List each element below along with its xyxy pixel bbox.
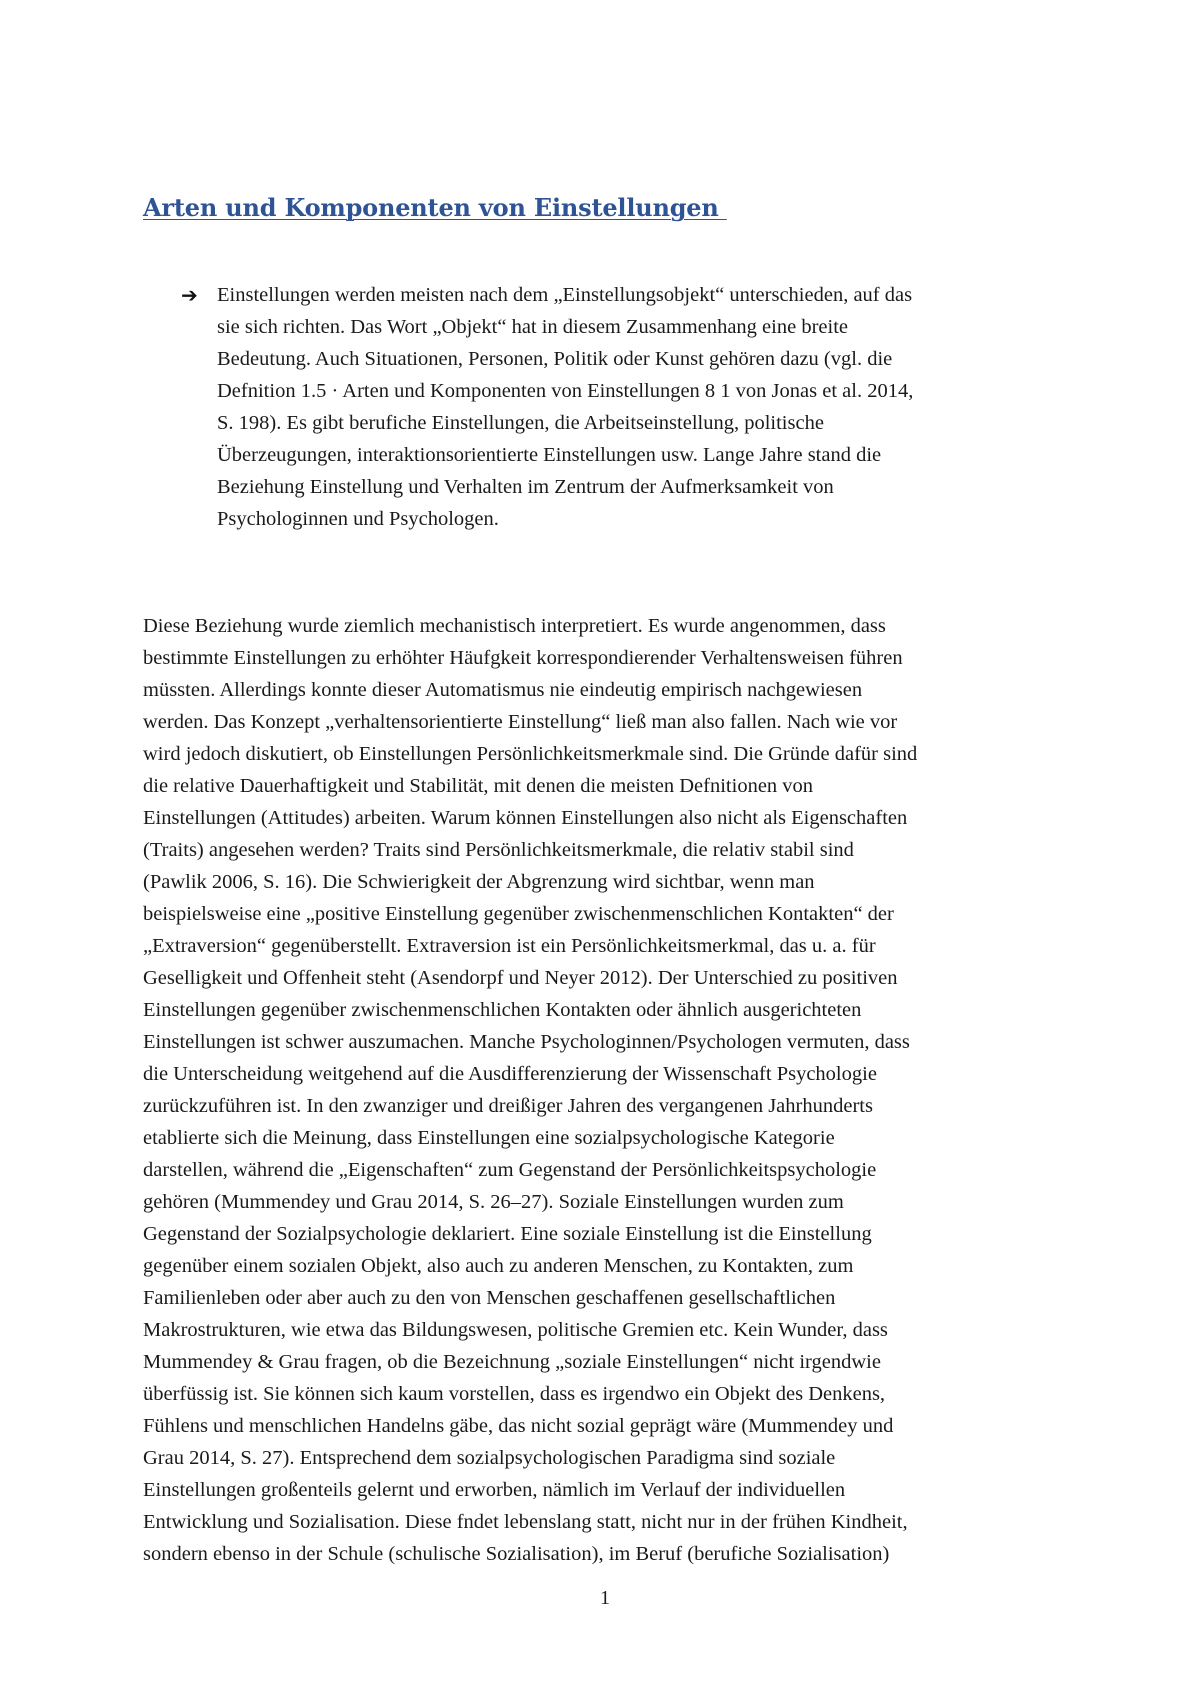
paragraph-line: die Unterscheidung weitgehend auf die Ausdifferenzierung der Wissenschaft Psychologie xyxy=(143,1063,877,1085)
paragraph-line: Einstellungen gegenüber zwischenmenschlichen Kontakten oder ähnlich ausgerichteten xyxy=(143,999,862,1021)
paragraph-line: müssten. Allerdings konnte dieser Automatismus nie eindeutig empirisch nachgewiesen xyxy=(143,679,863,701)
arrow-right-icon: ➔ xyxy=(181,283,198,307)
page-number: 1 xyxy=(600,1587,610,1609)
bullet-line: sie sich richten. Das Wort „Objekt“ hat in diesem Zusammenhang eine breite xyxy=(217,316,848,338)
paragraph-line: „Extraversion“ gegenüberstellt. Extraversion ist ein Persönlichkeitsmerkmal, das u. a. für xyxy=(143,935,876,957)
bullet-line: Beziehung Einstellung und Verhalten im Zentrum der Aufmerksamkeit von xyxy=(217,476,834,498)
paragraph-line: Geselligkeit und Offenheit steht (Asendorpf und Neyer 2012). Der Unterschied zu positiven xyxy=(143,967,898,989)
paragraph-line: Fühlens und menschlichen Handelns gäbe, das nicht sozial geprägt wäre (Mummendey und xyxy=(143,1415,894,1437)
bullet-line: Bedeutung. Auch Situationen, Personen, Politik oder Kunst gehören dazu (vgl. die xyxy=(217,348,893,370)
paragraph-line: etablierte sich die Meinung, dass Einstellungen eine sozialpsychologische Kategorie xyxy=(143,1127,835,1149)
paragraph-line: bestimmte Einstellungen zu erhöhter Häufgkeit korrespondierender Verhaltensweisen führen xyxy=(143,647,903,669)
paragraph-line: Einstellungen großenteils gelernt und erworben, nämlich im Verlauf der individuellen xyxy=(143,1479,846,1501)
paragraph-line: gehören (Mummendey und Grau 2014, S. 26–27). Soziale Einstellungen wurden zum xyxy=(143,1191,844,1213)
body-paragraph xyxy=(143,610,1063,1570)
bullet-line: Defnition 1.5 · Arten und Komponenten von Einstellungen 8 1 von Jonas et al. 2014, xyxy=(217,380,914,402)
bullet-line: Einstellungen werden meisten nach dem „Einstellungsobjekt“ unterschieden, auf das xyxy=(217,284,913,306)
paragraph-line: Mummendey & Grau fragen, ob die Bezeichnung „soziale Einstellungen“ nicht irgendwie xyxy=(143,1351,881,1373)
paragraph-line: Makrostrukturen, wie etwa das Bildungswesen, politische Gremien etc. Kein Wunder, dass xyxy=(143,1319,888,1341)
paragraph-line: darstellen, während die „Eigenschaften“ zum Gegenstand der Persönlichkeitspsychologie xyxy=(143,1159,877,1181)
paragraph-line: Einstellungen ist schwer auszumachen. Manche Psychologinnen/Psychologen vermuten, dass xyxy=(143,1031,910,1053)
paragraph-line: Grau 2014, S. 27). Entsprechend dem sozialpsychologischen Paradigma sind soziale xyxy=(143,1447,836,1469)
paragraph-line: Gegenstand der Sozialpsychologie deklariert. Eine soziale Einstellung ist die Einstellung xyxy=(143,1223,872,1245)
bullet-line: S. 198). Es gibt berufiche Einstellungen, die Arbeitseinstellung, politische xyxy=(217,412,824,434)
paragraph-line: Einstellungen (Attitudes) arbeiten. Warum können Einstellungen also nicht als Eigenschaften xyxy=(143,807,908,829)
section-heading: Arten und Komponenten von Einstellungen xyxy=(143,193,727,222)
bullet-text xyxy=(217,279,1087,535)
paragraph-line: (Traits) angesehen werden? Traits sind Persönlichkeitsmerkmale, die relativ stabil sind xyxy=(143,839,854,861)
paragraph-line: Entwicklung und Sozialisation. Diese fndet lebenslang statt, nicht nur in der frühen Kindheit, xyxy=(143,1511,908,1533)
paragraph-line: zurückzuführen ist. In den zwanziger und dreißiger Jahren des vergangenen Jahrhunderts xyxy=(143,1095,873,1117)
paragraph-line: gegenüber einem sozialen Objekt, also auch zu anderen Menschen, zu Kontakten, zum xyxy=(143,1255,854,1277)
paragraph-line: überfüssig ist. Sie können sich kaum vorstellen, dass es irgendwo ein Objekt des Denkens, xyxy=(143,1383,886,1405)
paragraph-line: Diese Beziehung wurde ziemlich mechanistisch interpretiert. Es wurde angenommen, dass xyxy=(143,615,886,637)
paragraph-line: wird jedoch diskutiert, ob Einstellungen Persönlichkeitsmerkmale sind. Die Gründe dafür sind xyxy=(143,743,918,765)
paragraph-line: beispielsweise eine „positive Einstellung gegenüber zwischenmenschlichen Kontakten“ der xyxy=(143,903,894,925)
bullet-line: Überzeugungen, interaktionsorientierte Einstellungen usw. Lange Jahre stand die xyxy=(217,444,882,466)
paragraph-line: werden. Das Konzept „verhaltensorientierte Einstellung“ ließ man also fallen. Nach wie vor xyxy=(143,711,898,733)
paragraph-line: Familienleben oder aber auch zu den von Menschen geschaffenen gesellschaftlichen xyxy=(143,1287,836,1309)
paragraph-line: (Pawlik 2006, S. 16). Die Schwierigkeit der Abgrenzung wird sichtbar, wenn man xyxy=(143,871,815,893)
paragraph-line: die relative Dauerhaftigkeit und Stabilität, mit denen die meisten Defnitionen von xyxy=(143,775,814,797)
bullet-line: Psychologinnen und Psychologen. xyxy=(217,508,499,530)
paragraph-line: sondern ebenso in der Schule (schulische Sozialisation), im Beruf (berufiche Sozialisation) xyxy=(143,1543,890,1565)
